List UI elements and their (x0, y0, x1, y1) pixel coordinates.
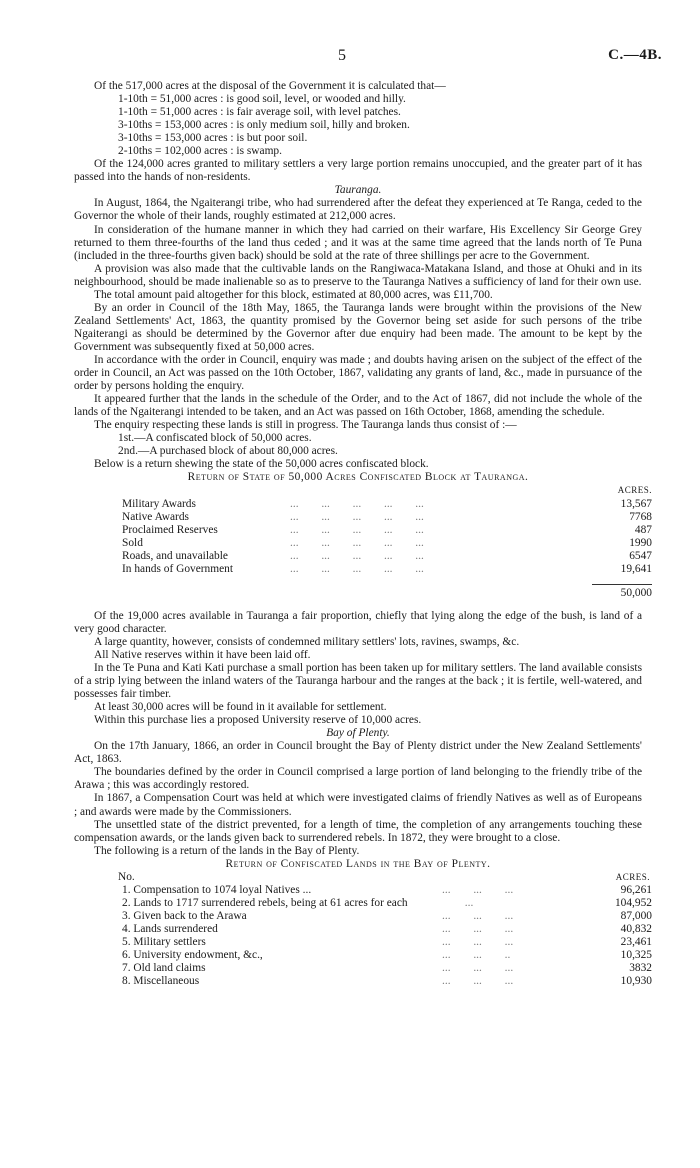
row-value: 96,261 (620, 883, 652, 896)
paragraph: The unsettled state of the district prevented, for a length of time, the completion of any arrangements touching these compensation awards, or the lands given back to surrendered rebels. In 1872, they were brought to a close. (74, 818, 642, 844)
military-paragraph: Of the 124,000 acres granted to military settlers a very large portion remains unoccupied, and the greater part of it has passed into the hands of non-residents. (74, 158, 642, 184)
table1-total: 50,000 (620, 586, 652, 599)
row-value: 40,832 (620, 922, 652, 935)
row-label: 1. Compensation to 1074 loyal Natives ... (122, 883, 312, 896)
table-row: Sold ... ... ... ... ... 1990 (122, 536, 652, 549)
paragraph: Within this purchase lies a proposed University reserve of 10,000 acres. (94, 714, 422, 727)
table2 (74, 884, 652, 988)
soil-line: 1-10th = 51,000 acres : is good soil, level, or wooded and hilly. (118, 93, 406, 106)
row-label: In hands of Government (122, 562, 234, 575)
row-value: 487 (634, 523, 652, 536)
soil-line: 1-10th = 51,000 acres : is fair average soil, with level patches. (118, 106, 401, 119)
row-label: Proclaimed Reserves (122, 523, 218, 536)
table-row: 4. Lands surrendered ... ... ... 40,832 (122, 922, 652, 935)
row-value: 6547 (629, 549, 652, 562)
paragraph: In 1867, a Compensation Court was held at which were investigated claims of friendly Natives as well as of Europeans ; and awards were made by the Commissioners. (74, 792, 642, 818)
paragraph: On the 17th January, 1866, an order in Council brought the Bay of Plenty district under the New Zealand Settlements' Act, 1863. (74, 740, 642, 766)
tauranga-list (74, 432, 642, 458)
paragraph: The boundaries defined by the order in Council comprised a large portion of land belonging to the friendly tribe of the Arawa ; this was accordingly restored. (74, 766, 642, 792)
soil-list (74, 93, 642, 158)
row-label: Sold (122, 536, 143, 549)
row-label: 8. Miscellaneous (122, 975, 200, 988)
paragraph: The enquiry respecting these lands is still in progress. The Tauranga lands thus consist of :— (94, 419, 517, 432)
row-label: 5. Military settlers (122, 936, 206, 948)
paragraph: Below is a return shewing the state of the 50,000 acres confiscated block. (94, 458, 429, 471)
row-value: 3832 (629, 962, 652, 975)
table2-column-header: ACRES. (615, 871, 650, 882)
table-row: Native Awards ... ... ... ... ... 7768 (122, 510, 652, 523)
row-value: 19,641 (620, 562, 652, 575)
row-value: 87,000 (620, 909, 652, 922)
paragraph: In the Te Puna and Kati Kati purchase a small portion has been taken up for military settlers. The land available consists of a strip lying between the inland waters of the Tauranga harbour and the ranges at the back ; it is fertile, well-watered, and possesses fair timber. (74, 662, 642, 701)
table-row: 5. Military settlers ... ... ... 23,461 (122, 936, 652, 948)
paragraph: The following is a return of the lands in the Bay of Plenty. (94, 844, 360, 857)
section-heading-bay-of-plenty: Bay of Plenty. (326, 727, 390, 740)
list-item: 2nd.—A purchased block of about 80,000 acres. (118, 445, 338, 458)
paragraph: All Native reserves within it have been laid off. (94, 648, 311, 661)
row-label: Native Awards (122, 510, 189, 523)
soil-line: 3-10ths = 153,000 acres : is but poor soil. (118, 132, 308, 145)
table-row: 6. University endowment, &c., ... ... .. 10,325 (122, 949, 652, 962)
row-value: 13,567 (620, 497, 652, 510)
row-label: Roads, and unavailable (122, 549, 228, 562)
document-reference: C.—4B. (608, 47, 662, 63)
table1 (74, 498, 652, 576)
soil-line: 3-10ths = 153,000 acres : is only medium soil, hilly and broken. (118, 119, 410, 132)
paragraph: It appeared further that the lands in the schedule of the Order, and to the Act of 1867, did not include the whole of the lands of the Ngaiterangi intended to be taken, and an Act was passed on 16th October, 1868, amending the schedule. (74, 393, 642, 419)
paragraph: The total amount paid altogether for this block, estimated at 80,000 acres, was £11,700. (94, 288, 493, 301)
paragraph: Of the 19,000 acres available in Tauranga a fair proportion, chiefly that lying along the edge of the bush, is land of a very good character. (74, 609, 642, 635)
row-value: 1990 (629, 536, 652, 549)
table-row: 3. Given back to the Arawa ... ... ... 87,000 (122, 909, 652, 922)
table1-column-header: ACRES. (617, 485, 652, 496)
row-label: 2. Lands to 1717 surrendered rebels, being at 61 acres for each (122, 896, 408, 909)
table2-no-header: No. (118, 870, 135, 883)
row-value: 104,952 (614, 896, 652, 909)
table1-title: Return of State of 50,000 Acres Confiscated Block at Tauranga. (187, 471, 529, 484)
intro-paragraph: Of the 517,000 acres at the disposal of the Government it is calculated that— (94, 80, 446, 92)
paragraph: A provision was also made that the cultivable lands on the Rangiwaca-Matakana Island, and those at Ohuki and in its neighbourhood, should be made inalienable so as to preserve to the Tauranga Natives a sufficiency of land for their own use. (74, 262, 642, 288)
paragraph: In consideration of the humane manner in which they had carried on their warfare, His Excellency Sir George Grey returned to them three-fourths of the land thus ceded ; and it was at the same time agreed that the lands north of Te Puna (included in the three-fourths given back) should be sold at the rate of three shillings per acre to the Government. (74, 223, 642, 262)
list-item: 1st.—A confiscated block of 50,000 acres. (118, 432, 312, 445)
row-value: 10,930 (620, 975, 652, 988)
section-heading-tauranga: Tauranga. (334, 184, 382, 197)
total-rule (592, 584, 652, 585)
page-body (74, 80, 652, 988)
table2-header (74, 871, 652, 884)
paragraph: At least 30,000 acres will be found in it available for settlement. (94, 701, 387, 714)
table2-title: Return of Confiscated Lands in the Bay of Plenty. (225, 857, 491, 870)
row-label: 6. University endowment, &c., (122, 949, 263, 962)
table-row: 2. Lands to 1717 surrendered rebels, being at 61 acres for each ... 104,952 (122, 896, 652, 909)
row-value: 23,461 (620, 936, 652, 948)
row-label: 3. Given back to the Arawa (122, 909, 247, 922)
paragraph: A large quantity, however, consists of condemned military settlers' lots, ravines, swamps, &c. (94, 635, 520, 648)
paragraph: In August, 1864, the Ngaiterangi tribe, who had surrendered after the defeat they experienced at Te Ranga, ceded to the Governor the whole of their lands, roughly estimated at 212,000 acres. (74, 197, 642, 223)
table-row: Military Awards ... ... ... ... ... 13,567 (122, 497, 652, 510)
table-row: Roads, and unavailable ... ... ... ... ... 6547 (122, 549, 652, 562)
table-row: 8. Miscellaneous ... ... ... 10,930 (122, 975, 652, 988)
row-label: Military Awards (122, 497, 196, 510)
table-row: Proclaimed Reserves ... ... ... ... ... 487 (122, 523, 652, 536)
paragraph: By an order in Council of the 18th May, 1865, the Tauranga lands were brought within the provisions of the New Zealand Settlements' Act, 1863, the quantity promised by the Governor being set aside for such persons of the tribe Ngaiterangi as should be determined by the Governor after due enquiry had been made. The amount to be kept by the Government was subsequently fixed at 50,000 acres. (74, 301, 642, 353)
table-row: In hands of Government ... ... ... ... ... 19,641 (122, 562, 652, 575)
paragraph: In accordance with the order in Council, enquiry was made ; and doubts having arisen on the subject of the effect of the order in Council, an Act was passed on the 10th October, 1867, validating any grants of land, &c., made in pursuance of the order by persons holding the enquiry. (74, 353, 642, 393)
row-label: 7. Old land claims (122, 962, 206, 975)
table-row: 1. Compensation to 1074 loyal Natives ... ... ... ... 96,261 (122, 883, 652, 896)
soil-line: 2-10ths = 102,000 acres : is swamp. (118, 145, 282, 158)
table-row: 7. Old land claims ... ... ... 3832 (122, 962, 652, 975)
row-label: 4. Lands surrendered (122, 922, 218, 935)
row-value: 10,325 (620, 949, 652, 962)
row-value: 7768 (629, 510, 652, 523)
page-number: 5 (338, 47, 346, 64)
